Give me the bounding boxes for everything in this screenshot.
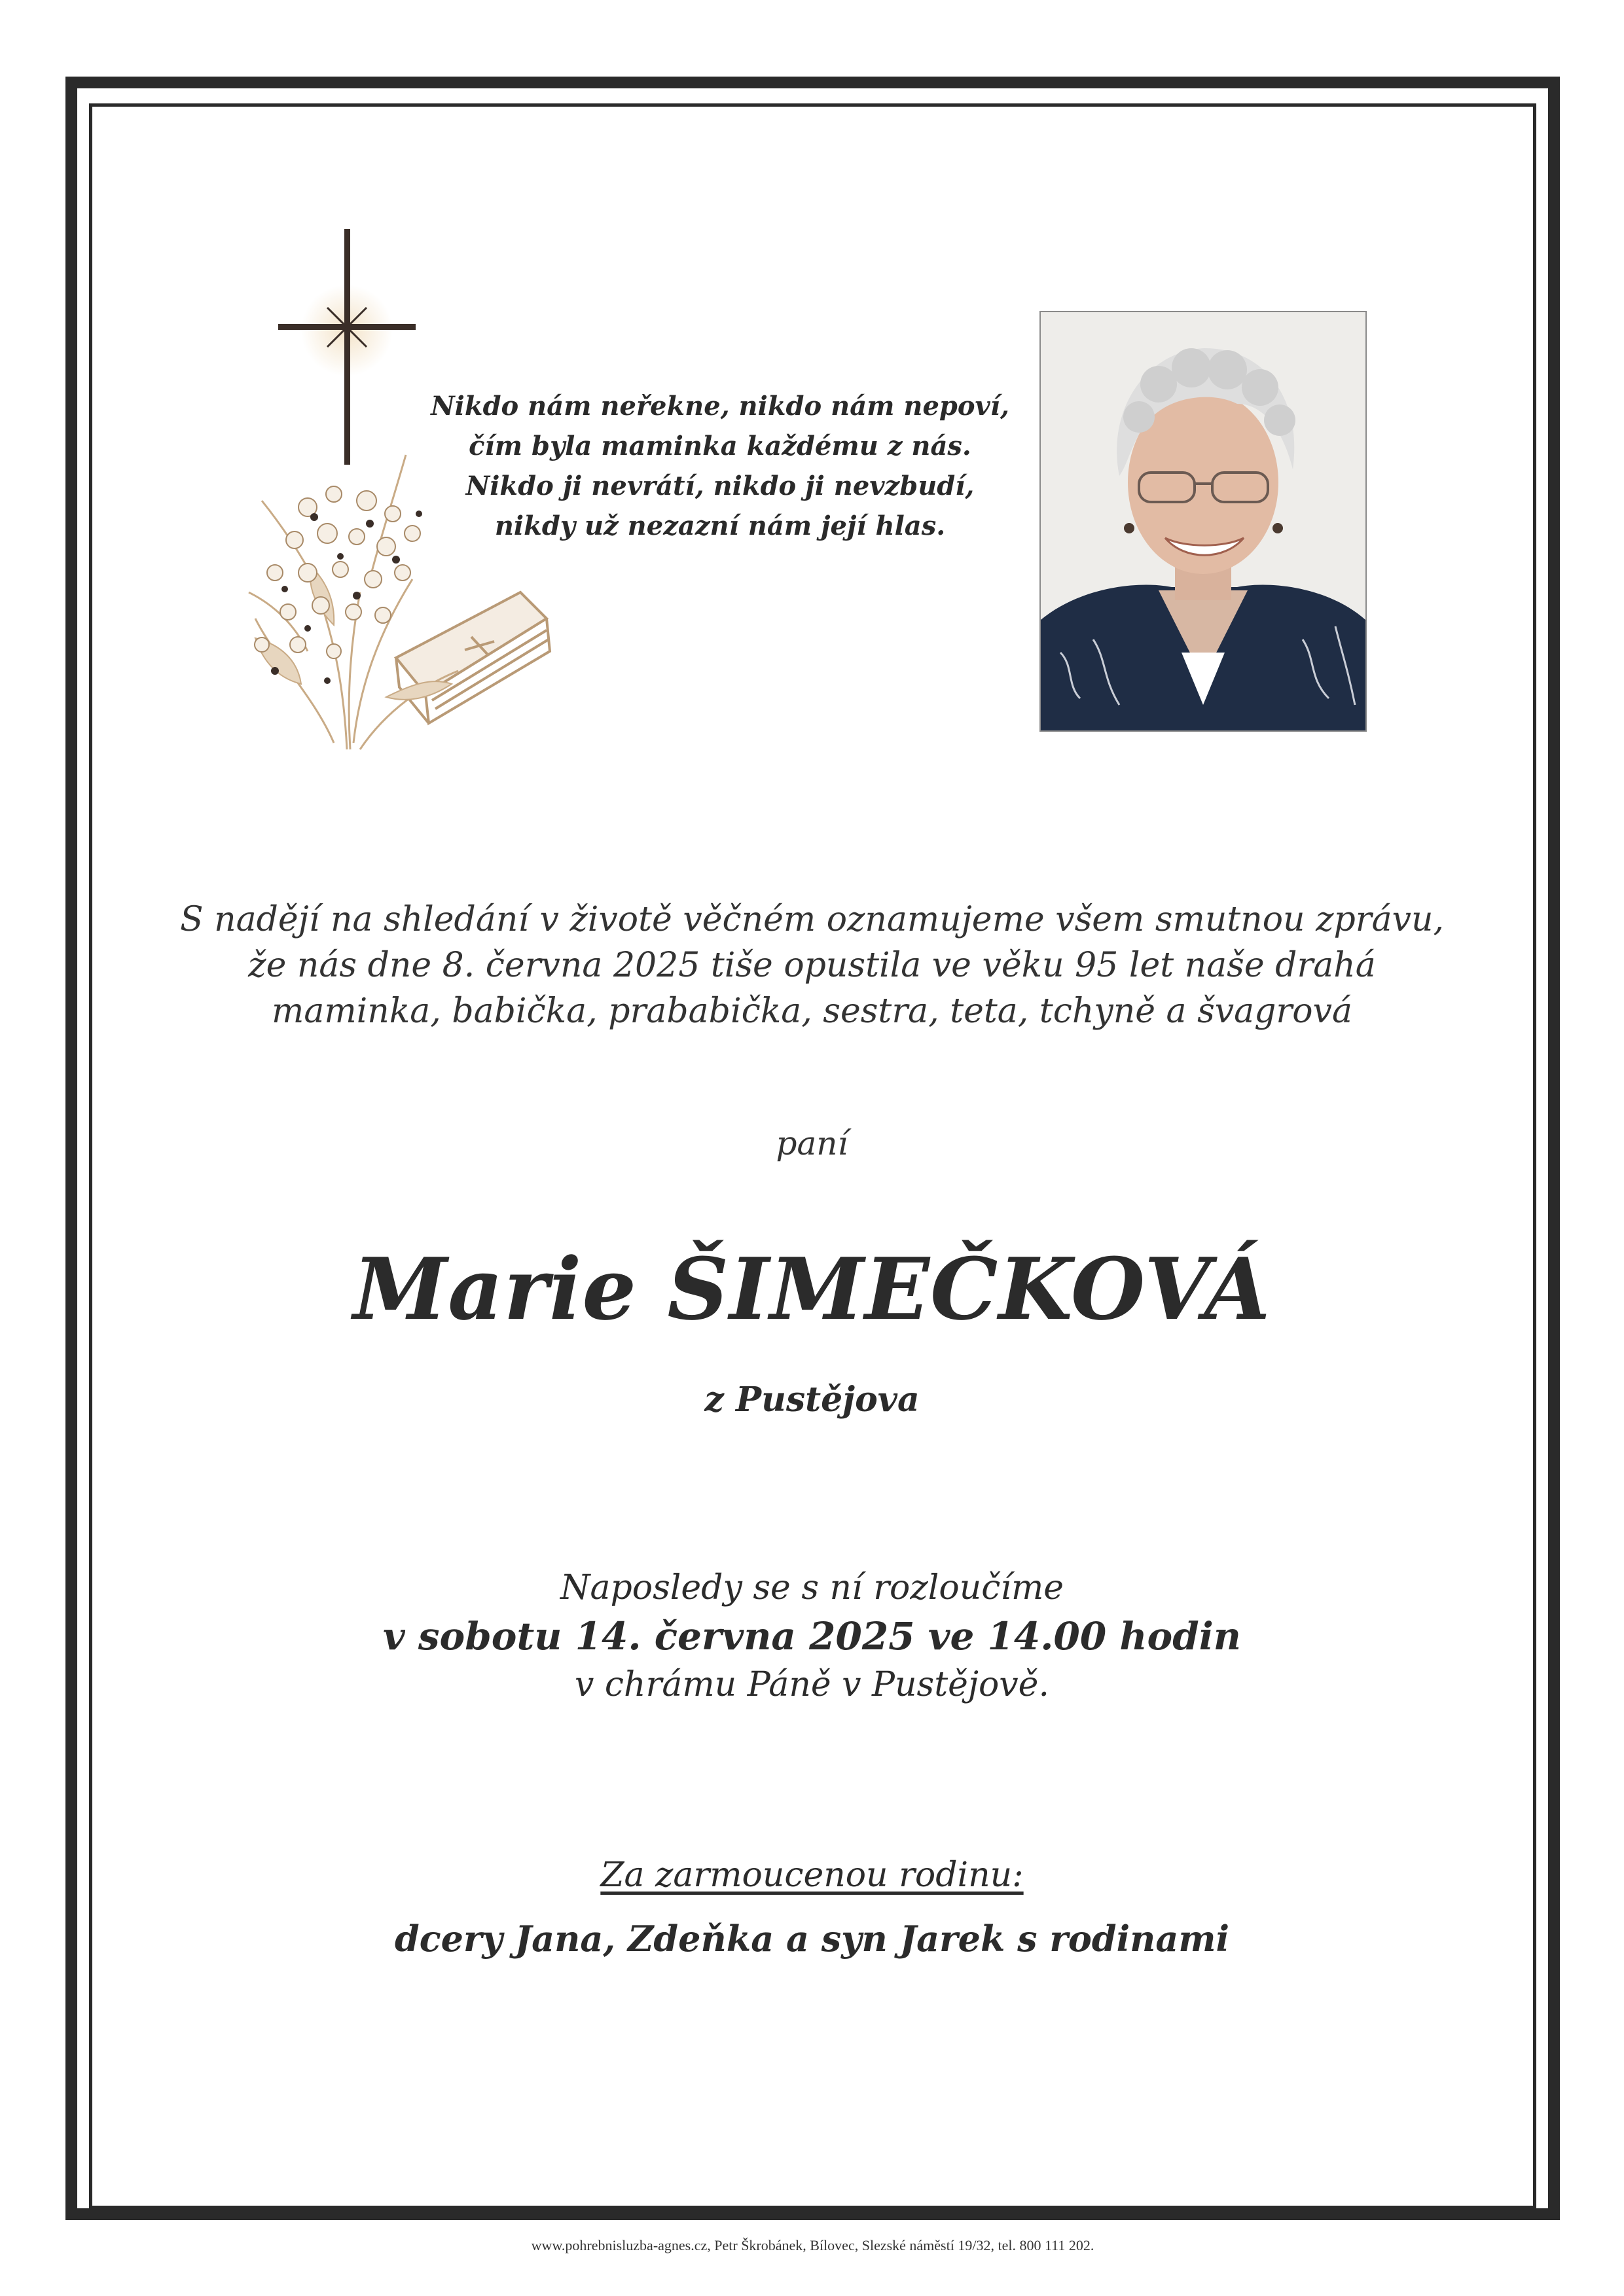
farewell-intro: Naposledy se s ní rozloučíme [560,1568,1064,1607]
salutation: paní [776,1124,848,1162]
family-label: Za zarmoucenou rodinu: [600,1856,1024,1895]
poem-line: Nikdo ji nevrátí, nikdo ji nevzbudí, [465,471,975,501]
announcement-line: že nás dne 8. června 2025 tiše opustila ve věku 95 let naše drahá [248,946,1376,985]
farewell-details [131,1564,1493,1708]
farewell-place: v chrámu Páně v Pustějově. [574,1665,1049,1704]
portrait-photo [1039,311,1367,732]
poem-line: Nikdo nám neřekne, nikdo nám nepoví, [431,391,1009,422]
announcement-line: S nadějí na shledání v životě věčném oznamujeme všem smutnou zprávu, [179,900,1445,939]
deceased-origin: z Pustějova [704,1380,920,1420]
poem-line: čím byla maminka každému z nás. [469,431,971,461]
deceased-name: Marie ŠIMEČKOVÁ [353,1239,1271,1339]
farewell-date-time: v sobotu 14. června 2025 ve 14.00 hodin [383,1614,1241,1659]
footer-contact: www.pohrebnisluzba-agnes.cz, Petr Škrobánek, Bílovec, Slezské náměstí 19/32, tel. 800 111 202. [531,2237,1094,2253]
memorial-poem [406,386,1034,546]
family-members: dcery Jana, Zdeňka a syn Jarek s rodinami [394,1918,1230,1960]
poem-line: nikdy už nezazní nám její hlas. [494,511,946,541]
announcement-text [131,897,1493,1034]
announcement-line: maminka, babička, prababička, sestra, teta, tchyně a švagrová [272,992,1352,1031]
